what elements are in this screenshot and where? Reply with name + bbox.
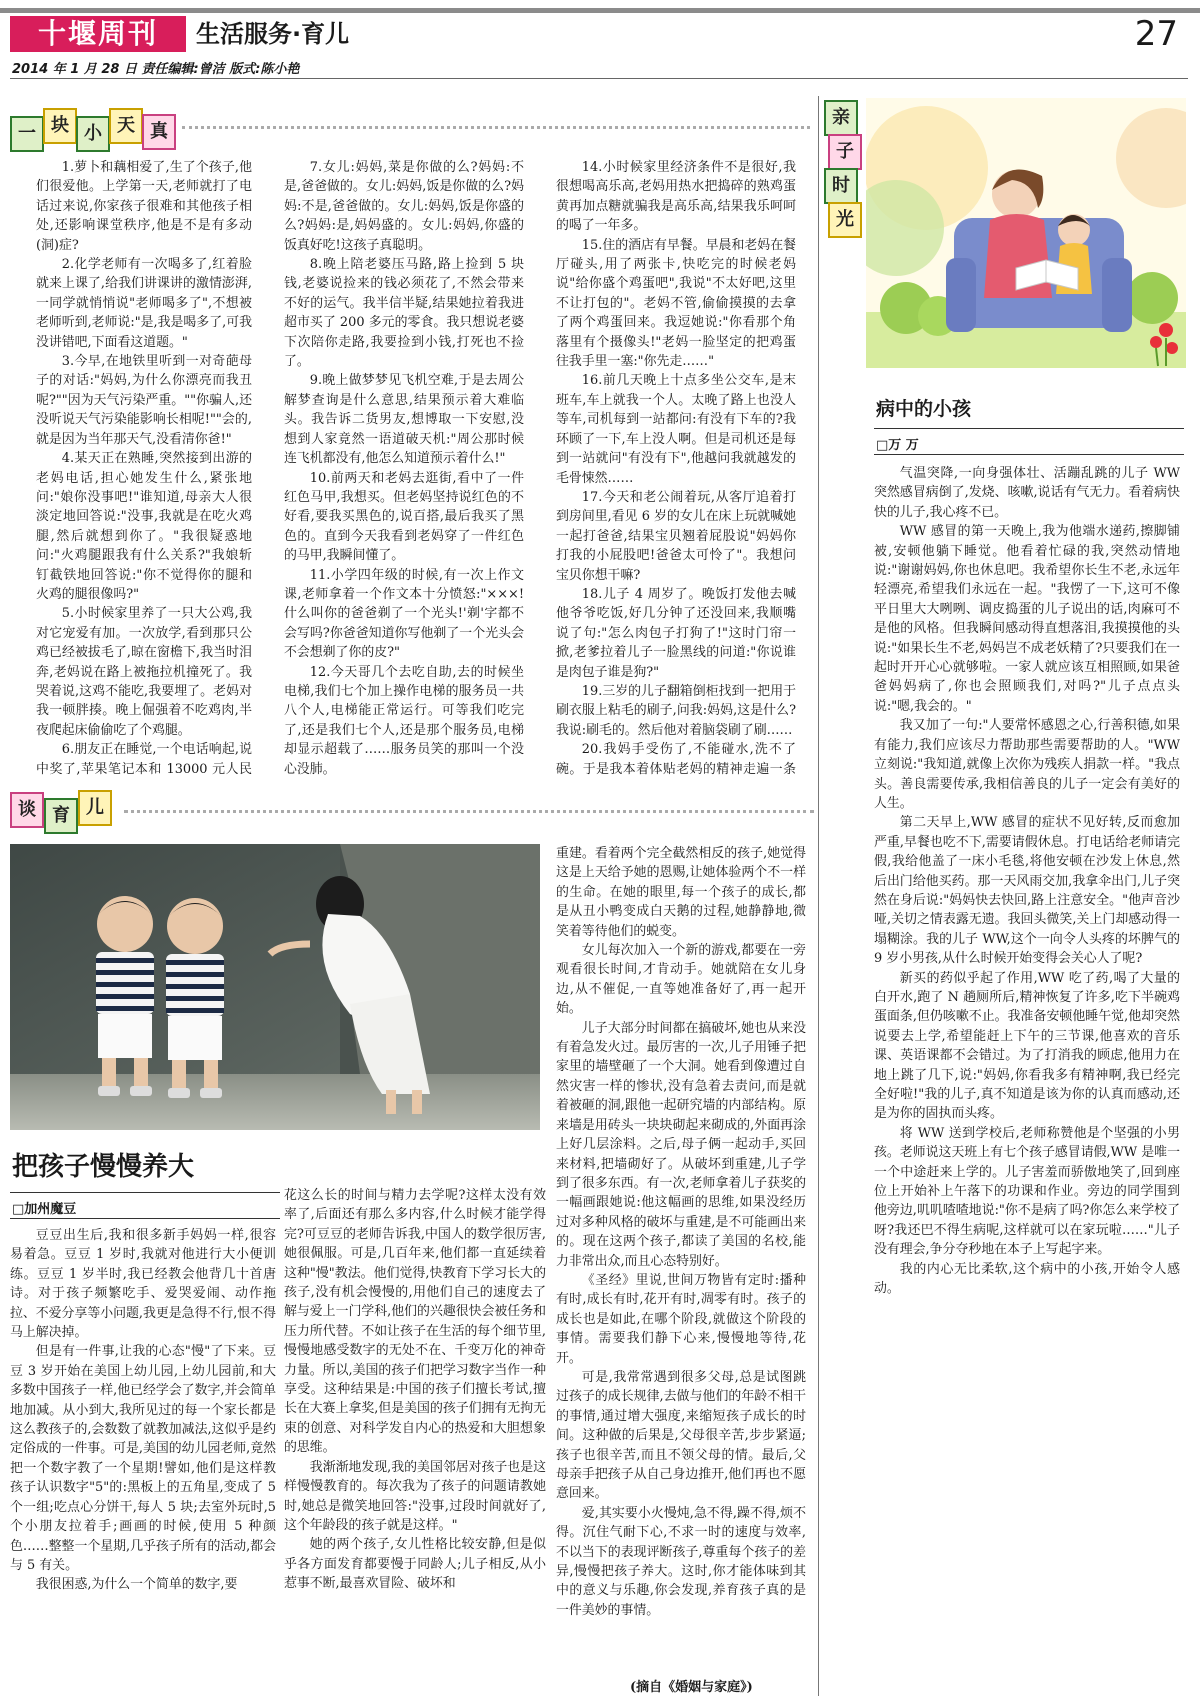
article-paragraph: 我又加了一句:"人要常怀感恩之心,行善积德,如果有能力,我们应该尽力帮助那些需要帮助的人。"WW 立刻说:"我知道,就像上次你为残疾人捐款一样。"我点头。善良需要传承,我相信善良的儿子一定会有美好的人生。: [874, 718, 1180, 811]
tiny-column-1: [36, 158, 252, 778]
title-rule: [10, 1192, 280, 1193]
heading-char: 育: [44, 798, 78, 834]
joke-item: 6.朋友正在睡觉,一个电话响起,说中奖了,苹果笔记本和 13000 元人民: [36, 742, 252, 777]
byline-rule: [10, 1218, 280, 1219]
photo-graphic: [10, 844, 540, 1130]
heading-char: 亲: [824, 100, 858, 136]
parent-column: [874, 464, 1180, 1696]
heading-dotted-rule: [124, 810, 814, 813]
joke-item: 4.某天正在熟睡,突然接到出游的老妈电话,担心她发生什么,紧张地问:"娘你没事吧!"谁知道,母亲大人很淡定地回答说:"没事,我就是在吃火鸡腿,然后就想到你了。"我很疑惑地问:"火鸡腿跟我有什么关系?"我娘斩钉截铁地回答说:"你不觉得你的腿和火鸡的腿很像吗?": [36, 451, 252, 602]
article-paragraph: 新买的药似乎起了作用,WW 吃了药,喝了大量的白开水,跑了 N 趟厕所后,精神恢复了许多,吃下半碗鸡蛋面条,但仍咳嗽不止。我准备安顿他睡午觉,他却突然说要去上学,希望能赶上下午的三节课,他喜欢的音乐课、英语课都不会错过。为了打消我的顾虑,他用力在地上跳了几下,说:"妈妈,你看我多有精神啊,我已经完全好啦!"我的儿子,真不知道是该为你的认真而感动,还是为你的固执而头疼。: [874, 970, 1180, 1122]
joke-item: 15.住的酒店有早餐。早晨和老妈在餐厅碰头,用了两张卡,快吃完的时候老妈说"给你盛个鸡蛋吧",我说"不太好吧,这里不让打包的"。老妈不管,偷偷摸摸的去拿了两个鸡蛋回来。我逗她说:"你看那个角落里有个摄像头!"老妈一脸坚定的把鸡蛋往我手里一塞:"你先走……": [556, 237, 796, 370]
article-byline: □加州魔豆: [12, 1202, 77, 1217]
issue-meta: 2014 年 1 月 28 日 责任编辑:曾洁 版式:陈小艳: [12, 62, 300, 77]
raise-column-2: [284, 1186, 546, 1700]
section-title: 生活服务·育儿: [196, 20, 350, 48]
column-divider: [818, 96, 819, 1696]
joke-item: 7.女儿:妈妈,菜是你做的么?妈妈:不是,爸爸做的。女儿:妈妈,饭是你做的么?妈妈:不是,爸爸做的。女儿:妈妈,饭是你盛的么?妈妈:是,妈妈盛的。女儿:妈妈,你盛的饭真好吃!这孩子真聪明。: [284, 160, 524, 253]
page-number: 27: [1134, 14, 1178, 54]
article-paragraph: 但是有一件事,让我的心态"慢"了下来。豆豆 3 岁开始在美国上幼儿园,上幼儿园前,和大多数中国孩子一样,他已经学会了数字,并会简单地加减。从小到大,我所见过的每一个家长都是这么教孩子的,会数数了就教加减法,这似乎是约定俗成的一件事。可是,美国的幼儿园老师,竟然把一个数字教了一个星期!譬如,他们是这样教孩子认识数字"5"的:黑板上的五角星,变成了 5 个一组;吃点心分饼干,每人 5 块;去室外玩时,5 个小朋友拉着手;画画的时候,使用 5 种颜色……整整一个星期,几乎孩子所有的活动,都会与 5 有关。: [10, 1344, 276, 1573]
article-title: 把孩子慢慢养大: [12, 1152, 195, 1182]
heading-char: 块: [43, 108, 77, 144]
article-paragraph: 重建。看着两个完全截然相反的孩子,她觉得这是上天给予她的恩赐,让她体验两个不一样的生命。在她的眼里,每一个孩子的成长,都是从丑小鸭变成白天鹅的过程,她静静地,微笑着等待他们的蜕变。: [556, 846, 806, 939]
heading-char: 时: [824, 168, 858, 204]
parent-title: 病中的小孩: [876, 398, 972, 420]
joke-item: 20.我妈手受伤了,不能碰水,洗不了碗。于是我本着体贴老妈的精神走遍一条: [556, 742, 796, 777]
parent-byline: □万 万: [876, 438, 919, 453]
article-paragraph: 第二天早上,WW 感冒的症状不见好转,反而愈加严重,早餐也吃不下,需要请假休息。打电话给老师请完假,我给他盖了一床小毛毯,将他安顿在沙发上休息,然后出门给他买药。那一天风雨交加,我拿伞出门,儿子突然在身后说:"妈妈快去快回,路上注意安全。"他声音沙哑,关切之情表露无遗。我回头微笑,关上门却感动得一塌糊涂。我的儿子 WW,这个一向令人头疼的坏脾气的 9 岁小男孩,从什么时候开始变得会关心人了呢?: [874, 815, 1180, 967]
joke-item: 19.三岁的儿子翻箱倒柜找到一把用于刷衣服上粘毛的刷子,问我:妈妈,这是什么?我说:刷毛的。然后他对着脑袋刷了刷……: [556, 683, 796, 738]
article-paragraph: 我的内心无比柔软,这个病中的小孩,开始令人感动。: [874, 1261, 1180, 1297]
illustration-reading: [866, 98, 1186, 368]
heading-char: 小: [76, 116, 110, 152]
heading-char: 天: [109, 108, 143, 144]
joke-item: 14.小时候家里经济条件不是很好,我很想喝高乐高,老妈用热水把捣碎的熟鸡蛋黄再加点糖就骗我是高乐高,结果我乐呵呵的喝了一年多。: [556, 160, 796, 234]
joke-item: 10.前两天和老妈去逛街,看中了一件红色马甲,我想买。但老妈坚持说红色的不好看,要我买黑色的,说百搭,最后我买了黑色的。直到今天我看到老妈穿了一件红色的马甲,我瞬间懂了。: [284, 470, 524, 564]
joke-item: 17.今天和老公闹着玩,从客厅追着打到房间里,看见 6 岁的女儿在床上玩就喊她一起打爸爸,结果宝贝翘着屁股说"妈妈你打我的小屁股吧!爸爸太可怜了"。我想问宝贝你想干嘛?: [556, 489, 796, 583]
article-paragraph: 女儿每次加入一个新的游戏,都要在一旁观看很长时间,才肯动手。她就陪在女儿身边,从不催促,一直等她准备好了,再一起开始。: [556, 943, 806, 1017]
heading-char: 一: [10, 116, 44, 152]
joke-item: 11.小学四年级的时候,有一次上作文课,老师拿着一个作文本十分愤怒:"×××!什么叫你的爸爸剃了一个光头!'剃'字都不会写吗?你爸爸知道你写他剃了一个光头会不会想剃了你的皮?": [284, 567, 524, 661]
joke-item: 1.萝卜和藕相爱了,生了个孩子,他们很爱他。上学第一天,老师就打了电话过来说,你家孩子很难和其他孩子相处,还影响课堂秩序,他是不是有多动(洞)症?: [36, 160, 252, 253]
article-paragraph: 《圣经》里说,世间万物皆有定时:播种有时,成长有时,花开有时,凋零有时。孩子的成长也是如此,在哪个阶段,就做这个阶段的事情。需要我们静下心来,慢慢地等待,花开。: [556, 1272, 806, 1366]
title-rule: [874, 428, 1184, 429]
article-paragraph: 她的两个孩子,女儿性格比较安静,但是似乎各方面发育都要慢于同龄人;儿子相反,从小惹事不断,最喜欢冒险、破坏和: [284, 1537, 546, 1592]
masthead: 十堰周刊: [10, 16, 186, 52]
article-paragraph: 我渐渐地发现,我的美国邻居对孩子也是这样慢慢教育的。每次我为了孩子的问题请教她时,她总是微笑地回答:"没事,过段时间就好了,这个年龄段的孩子就是这样。": [284, 1459, 546, 1533]
heading-char: 谈: [10, 792, 44, 828]
heading-char: 子: [828, 134, 862, 170]
tiny-column-3: [556, 158, 796, 778]
joke-item: 9.晚上做梦梦见飞机空难,于是去周公解梦查询是什么意思,结果预示着大难临头。我告诉二货男友,想博取一下安慰,没想到人家竟然一语道破天机:"周公那时候连飞机都没有,他怎么知道预示着什么!": [284, 373, 524, 467]
photo-twins-mother: [10, 844, 540, 1130]
article-paragraph: 气温突降,一向身强体壮、活蹦乱跳的儿子 WW 突然感冒病倒了,发烧、咳嗽,说话有气无力。看着病快快的儿子,我心疼不已。: [874, 466, 1180, 520]
joke-item: 8.晚上陪老婆压马路,路上捡到 5 块钱,老婆说捡来的钱必须花了,不然会带来不好的运气。我半信半疑,结果她拉着我进超市买了 200 多元的零食。我只想说老婆下次陪你走路,我要捡到小钱,打死也不捡了。: [284, 257, 524, 370]
article-paragraph: 可是,我常常遇到很多父母,总是试图跳过孩子的成长规律,去做与他们的年龄不相干的事情,通过增大强度,来缩短孩子成长的时间。这种做的后果是,父母很辛苦,步步紧逼;孩子也很辛苦,而且不领父母的情。最后,父母亲手把孩子从自己身边推开,他们再也不愿意回来。: [556, 1369, 806, 1502]
joke-item: 18.儿子 4 周岁了。晚饭打发他去喊他爷爷吃饭,好几分钟了还没回来,我顺嘴说了句:"怎么肉包子打狗了!"这时门帘一掀,老爹拉着儿子一脸黑线的问道:"你说谁是肉包子谁是狗?": [556, 586, 796, 680]
heading-dotted-rule: [182, 126, 810, 129]
joke-item: 2.化学老师有一次喝多了,红着脸就来上课了,给我们讲课讲的激情澎湃,一同学就悄悄说"老师喝多了",不想被老师听到,老师说:"是,我是喝多了,可我没讲错吧,下面看这道题。": [36, 257, 252, 350]
article-paragraph: 爱,其实要小火慢炖,急不得,躁不得,烦不得。沉住气耐下心,不求一时的速度与效率,不以当下的表现评断孩子,尊重每个孩子的差异,慢慢把孩子养大。这时,你才能体味到其中的意义与乐趣,你会发现,养育孩子真的是一件美妙的事情。: [556, 1505, 806, 1618]
raise-column-1: [10, 1226, 276, 1700]
header-rule: [10, 78, 1188, 79]
article-paragraph: 儿子大部分时间都在搞破坏,她也从来没有着急发火过。最厉害的一次,儿子用锤子把家里的墙壁砸了一个大洞。她看到像遭过自然灾害一样的惨状,没有急着去责问,而是就着被砸的洞,跟他一起研究墙的内部结构。原来墙是用砖头一块块砌起来砌成的,外面再涂上好几层涂料。之后,母子俩一起动手,买回来材料,把墙砌好了。从破坏到重建,儿子学到了很多东西。有一次,老师拿着儿子获奖的一幅画跟她说:他这幅画的思维,如果没经历过对多种风格的破坏与重建,是不可能画出来的。现在这两个孩子,都读了美国的名校,能力非常出众,而且心态特别好。: [556, 1020, 806, 1269]
tiny-column-2: [284, 158, 524, 778]
article-paragraph: 豆豆出生后,我和很多新手妈妈一样,很容易着急。豆豆 1 岁时,我就对他进行大小便训练。豆豆 1 岁半时,我已经教会他背几十首唐诗。对于孩子频繁吃手、爱哭爱闹、动作拖拉、不爱分享等小问题,我更是急得不行,恨不得马上解决掉。: [10, 1228, 276, 1341]
article-paragraph: 将 WW 送到学校后,老师称赞他是个坚强的小男孩。老师说这天班上有七个孩子感冒请假,WW 是唯一一个中途赶来上学的。儿子害羞而骄傲地笑了,回到座位上开始补上午落下的功课和作业。旁边的同学围到他旁边,叽叽喳喳地说:"你不是病了吗?你怎么来学校了呀?我还巴不得生病呢,这样就可以在家玩啦……"儿子没有理会,争分夺秒地在本子上写起字来。: [874, 1125, 1180, 1258]
article-paragraph: 花这么长的时间与精力去学呢?这样太没有效率了,后面还有那么多内容,什么时候才能学得完?可豆豆的老师告诉我,中国人的数学很厉害,她很佩服。可是,几百年来,他们都一直延续着这种"慢"教法。他们觉得,快教育下学习长大的孩子,没有机会慢慢的,用他们自己的速度去了解与爱上一门学科,他们的兴趣很快会被任务和压力所代替。不如让孩子在生活的每个细节里,慢慢地感受数字的无处不在、千变万化的神奇力量。所以,美国的孩子们把学习数字当作一种享受。这种结果是:中国的孩子们擅长考试,擅长在大赛上拿奖,但是美国的孩子们拥有无拘无束的创意、对科学发自内心的热爱和大胆想象的思维。: [284, 1188, 546, 1456]
column-parent-heading: [822, 100, 860, 240]
article-paragraph: WW 感冒的第一天晚上,我为他端水递药,擦脚铺被,安顿他躺下睡觉。他看着忙碌的我,突然动情地说:"谢谢妈妈,你也休息吧。我希望你长生不老,永远年轻漂亮,希望我们永远在一起。"我愣了一下,这可不像平日里大大咧咧、调皮捣蛋的儿子说出的话,肉麻可不是他的风格。但我瞬间感动得直想落泪,我摸摸他的头说:"如果长生不老,妈妈岂不成老妖精了?只要我们在一起时开开心心就够啦。一家人就应该互相照顾,如果爸爸妈妈病了,你也会照顾我们,对吗?"儿子点点头说:"嗯,我会的。": [874, 524, 1180, 714]
joke-item: 5.小时候家里养了一只大公鸡,我对它宠爱有加。一次放学,看到那只公鸡已经被拔毛了,晾在窗檐下,我当时泪奔,老妈说在路上被拖拉机撞死了。我哭着说,这鸡不能吃,我要埋了。老妈对我一顿胖揍。晚上倔强着不吃鸡肉,半夜爬起床偷偷吃了个鸡腿。: [36, 606, 252, 738]
top-rule: [0, 8, 1200, 13]
byline-rule: [874, 454, 1184, 455]
heading-char: 光: [828, 202, 862, 238]
illustration-graphic: [866, 98, 1186, 368]
column-tiny-heading: [10, 108, 178, 152]
raise-column-3: [556, 844, 806, 1672]
article-paragraph: 我很困惑,为什么一个简单的数字,要: [35, 1577, 238, 1593]
joke-item: 3.今早,在地铁里听到一对奇葩母子的对话:"妈妈,为什么你漂亮而我丑呢?""因为天气污染严重。""你骗人,还没听说天气污染能影响长相呢!""会的,就是因为当年那天气,没看清你爸!": [36, 354, 252, 447]
heading-char: 儿: [78, 790, 112, 826]
column-raise-heading: [10, 788, 120, 832]
joke-item: 16.前几天晚上十点多坐公交车,是末班车,车上就我一个人。太晚了路上也没人等车,司机每到一站都问:有没有下车的?我环顾了一下,车上没人啊。但是司机还是每到一站就问"有没有下",他越问我就越发的毛骨悚然……: [556, 373, 796, 486]
heading-char: 真: [142, 114, 176, 150]
article-source: (摘自《婚姻与家庭》): [630, 1680, 753, 1695]
joke-item: 12.今天哥几个去吃自助,去的时候坐电梯,我们七个加上操作电梯的服务员一共八个人,电梯能正常运行。可等我们吃完了,还是我们七个人,还是那个服务员,电梯却显示超载了……服务员笑的那叫一个没心没肺。: [284, 664, 524, 777]
